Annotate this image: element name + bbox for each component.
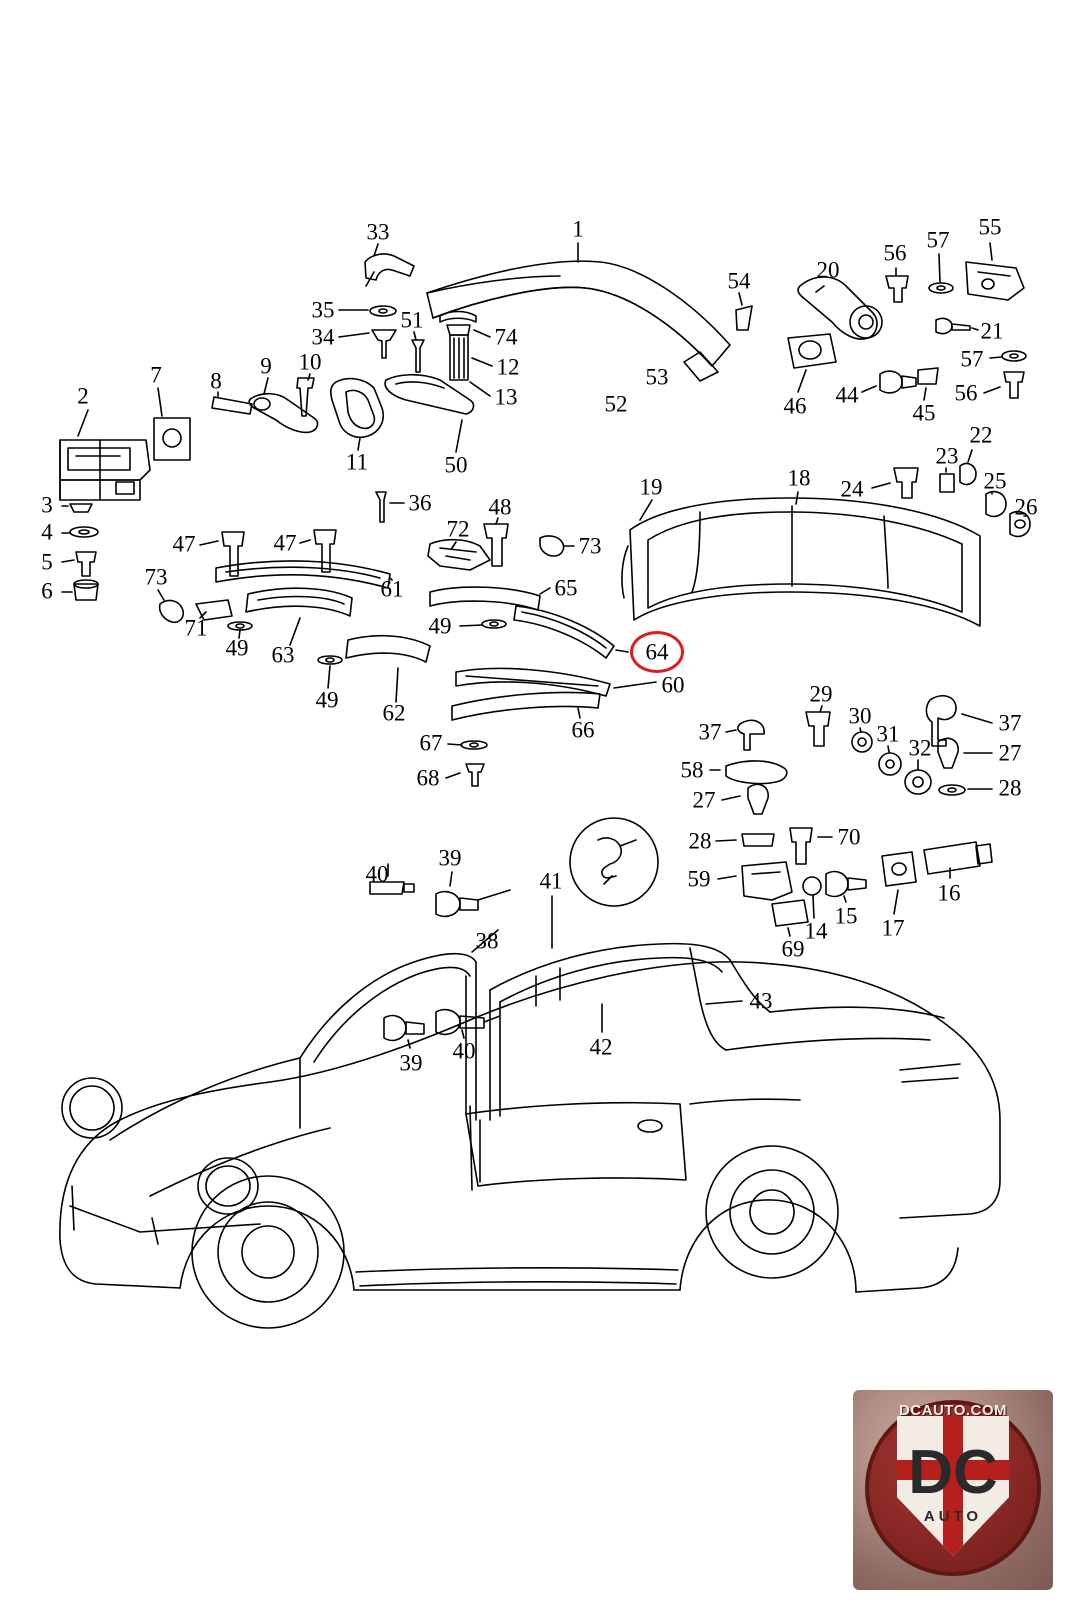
callout-5: 5 xyxy=(41,549,53,575)
callout-42: 42 xyxy=(589,1034,613,1060)
callout-50: 50 xyxy=(444,452,468,478)
callout-40-a: 40 xyxy=(365,861,389,887)
callout-56-b: 56 xyxy=(954,380,978,406)
callout-7: 7 xyxy=(150,362,162,388)
callout-40-b: 40 xyxy=(452,1038,476,1064)
callout-2: 2 xyxy=(77,383,89,409)
callout-20: 20 xyxy=(816,257,840,283)
callout-44: 44 xyxy=(835,382,859,408)
callout-1: 1 xyxy=(572,216,584,242)
callout-6: 6 xyxy=(41,578,53,604)
callout-34: 34 xyxy=(311,324,335,350)
callout-22: 22 xyxy=(969,422,993,448)
callout-51: 51 xyxy=(400,307,424,333)
callout-69: 69 xyxy=(781,936,805,962)
callout-35: 35 xyxy=(311,297,335,323)
callout-47-a: 47 xyxy=(172,531,196,557)
logo-top-text: DCAUTO.COM xyxy=(898,1402,1008,1419)
callout-39-b: 39 xyxy=(399,1050,423,1076)
callout-37-a: 37 xyxy=(998,710,1022,736)
callout-47-b: 47 xyxy=(273,530,297,556)
callout-53: 53 xyxy=(645,364,669,390)
callout-11: 11 xyxy=(345,449,369,475)
callout-58: 58 xyxy=(680,757,704,783)
callout-33: 33 xyxy=(366,219,390,245)
callout-29: 29 xyxy=(809,681,833,707)
callout-57-a: 57 xyxy=(926,227,950,253)
callout-15: 15 xyxy=(834,903,858,929)
callout-45: 45 xyxy=(912,400,936,426)
callout-17: 17 xyxy=(881,915,905,941)
dcauto-watermark-logo xyxy=(853,1390,1053,1590)
callout-21: 21 xyxy=(980,318,1004,344)
callout-27-b: 27 xyxy=(692,787,716,813)
callout-41: 41 xyxy=(539,868,563,894)
callout-74: 74 xyxy=(494,324,518,350)
callout-43: 43 xyxy=(749,988,773,1014)
callout-12: 12 xyxy=(496,354,520,380)
callout-49-a: 49 xyxy=(225,635,249,661)
callout-28-b: 28 xyxy=(688,828,712,854)
callout-56-a: 56 xyxy=(883,240,907,266)
callout-9: 9 xyxy=(260,353,272,379)
callout-36: 36 xyxy=(408,490,432,516)
callout-52: 52 xyxy=(604,391,628,417)
callout-68: 68 xyxy=(416,765,440,791)
callout-72: 72 xyxy=(446,516,470,542)
callout-37-b: 37 xyxy=(698,719,722,745)
callout-64: 64 xyxy=(645,639,669,665)
callout-71: 71 xyxy=(184,615,208,641)
logo-sub-text: AUTO xyxy=(923,1508,983,1525)
callout-49-b: 49 xyxy=(428,613,452,639)
callout-24: 24 xyxy=(840,476,864,502)
callout-65: 65 xyxy=(554,575,578,601)
callout-4: 4 xyxy=(41,519,53,545)
callout-18: 18 xyxy=(787,465,811,491)
callout-10: 10 xyxy=(298,349,322,375)
callout-59: 59 xyxy=(687,866,711,892)
logo-monogram: DC xyxy=(908,1438,998,1507)
callout-3: 3 xyxy=(41,492,53,518)
callout-57-b: 57 xyxy=(960,346,984,372)
callout-30: 30 xyxy=(848,703,872,729)
callout-49-c: 49 xyxy=(315,687,339,713)
callout-61: 61 xyxy=(380,576,404,602)
callout-73-a: 73 xyxy=(578,533,602,559)
callout-26: 26 xyxy=(1014,494,1038,520)
callout-31: 31 xyxy=(876,721,900,747)
callout-27-a: 27 xyxy=(998,740,1022,766)
callout-25: 25 xyxy=(983,468,1007,494)
callout-23: 23 xyxy=(935,443,959,469)
callout-54: 54 xyxy=(727,268,751,294)
callout-38: 38 xyxy=(475,928,499,954)
callout-67: 67 xyxy=(419,730,443,756)
callout-16: 16 xyxy=(937,880,961,906)
callout-73-b: 73 xyxy=(144,564,168,590)
callout-32: 32 xyxy=(908,735,932,761)
callout-63: 63 xyxy=(271,642,295,668)
callout-19: 19 xyxy=(639,474,663,500)
callout-62: 62 xyxy=(382,700,406,726)
callout-60: 60 xyxy=(661,672,685,698)
callout-55: 55 xyxy=(978,214,1002,240)
callout-70: 70 xyxy=(837,824,861,850)
callout-66: 66 xyxy=(571,717,595,743)
callout-13: 13 xyxy=(494,384,518,410)
callout-46: 46 xyxy=(783,393,807,419)
callout-8: 8 xyxy=(210,368,222,394)
callout-48: 48 xyxy=(488,494,512,520)
callout-28-a: 28 xyxy=(998,775,1022,801)
callout-39-a: 39 xyxy=(438,845,462,871)
callout-14: 14 xyxy=(804,918,828,944)
